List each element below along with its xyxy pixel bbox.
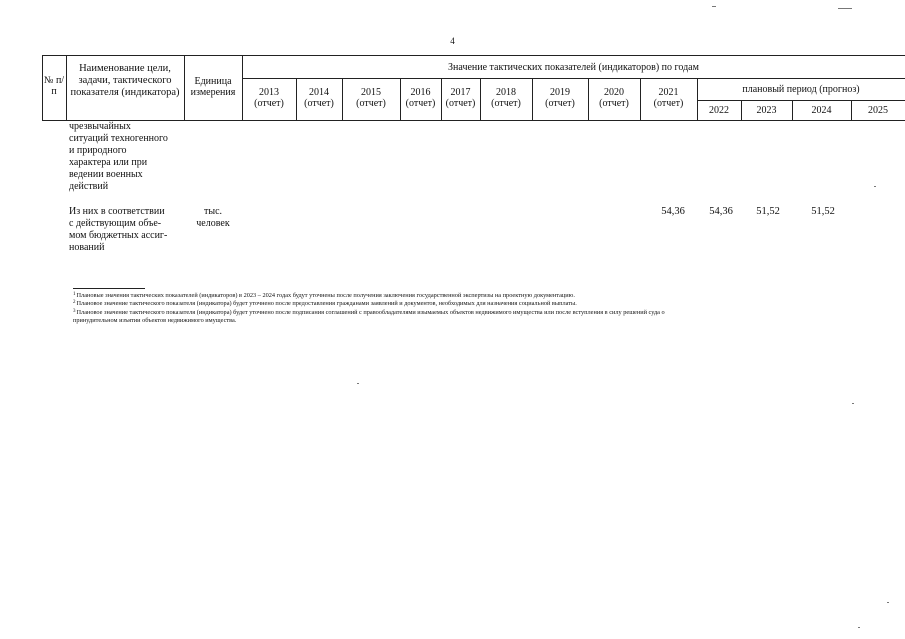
table-row: Из них в соответствии с действующим объе- мом бюджетных ассиг- нований <box>69 206 168 253</box>
scan-speck <box>858 627 860 628</box>
value-2021: 54,36 <box>661 206 685 217</box>
scan-speck <box>852 403 854 404</box>
header-year-2016: 2016 (отчет) <box>405 87 436 109</box>
header-forecast-group: плановый период (прогноз) <box>742 84 860 95</box>
header-year-2017: 2017 (отчет) <box>445 87 476 109</box>
header-name: Наименование цели, задачи, тактического показателя (индикатора) <box>70 63 180 98</box>
header-year-2015: 2015 (отчет) <box>356 87 386 109</box>
header-unit: Единица измерения <box>190 76 236 98</box>
header-year-2025: 2025 <box>868 105 888 116</box>
page-number: 4 <box>450 36 455 46</box>
footnote-separator <box>73 288 145 289</box>
footnote-3-continuation: принудительном изъятии объектов недвижимого имущества. <box>73 317 237 324</box>
scan-speck <box>838 8 852 9</box>
header-year-2013: 2013 (отчет) <box>254 87 284 109</box>
header-values-group: Значение тактических показателей (индикаторов) по годам <box>448 62 699 73</box>
unit-cell: тыс. человек <box>196 206 230 229</box>
scan-speck <box>357 383 359 384</box>
scan-speck <box>874 186 876 187</box>
header-number: № п/п <box>43 75 65 97</box>
header-year-2014: 2014 (отчет) <box>304 87 334 109</box>
footnote-3: $^3$Плановое значение тактического показателя (индикатора) будет уточнено после подписания соглашений с правообладателями изымаемых объектов недвижимого имущества или после вступления в силу решений суда о <box>73 309 665 316</box>
scan-speck <box>887 602 889 603</box>
scan-speck <box>712 6 716 7</box>
footnote-2: $^2$Плановое значение тактического показателя (индикатора) будет уточнено после предоставления гражданами заявлений и документов, необходимых для назначения социальной выплаты. <box>73 300 577 307</box>
header-year-2022: 2022 <box>709 105 729 116</box>
table-row: чрезвычайных ситуаций техногенного и природного характера или при ведении военных действий <box>69 121 168 192</box>
header-year-2018: 2018 (отчет) <box>491 87 521 109</box>
header-year-2019: 2019 (отчет) <box>545 87 575 109</box>
value-2024: 51,52 <box>811 206 835 217</box>
footnote-1: $^1$Плановые значения тактических показателей (индикаторов) в 2023 – 2024 годах будут уточнены после получения заключения государственной экспертизы на проектную документацию. <box>73 292 575 299</box>
header-year-2021: 2021 (отчет) <box>653 87 684 109</box>
header-year-2023: 2023 <box>756 105 777 116</box>
value-2022: 54,36 <box>709 206 733 217</box>
value-2023: 51,52 <box>756 206 780 217</box>
header-year-2020: 2020 (отчет) <box>599 87 629 109</box>
header-year-2024: 2024 <box>811 105 832 116</box>
